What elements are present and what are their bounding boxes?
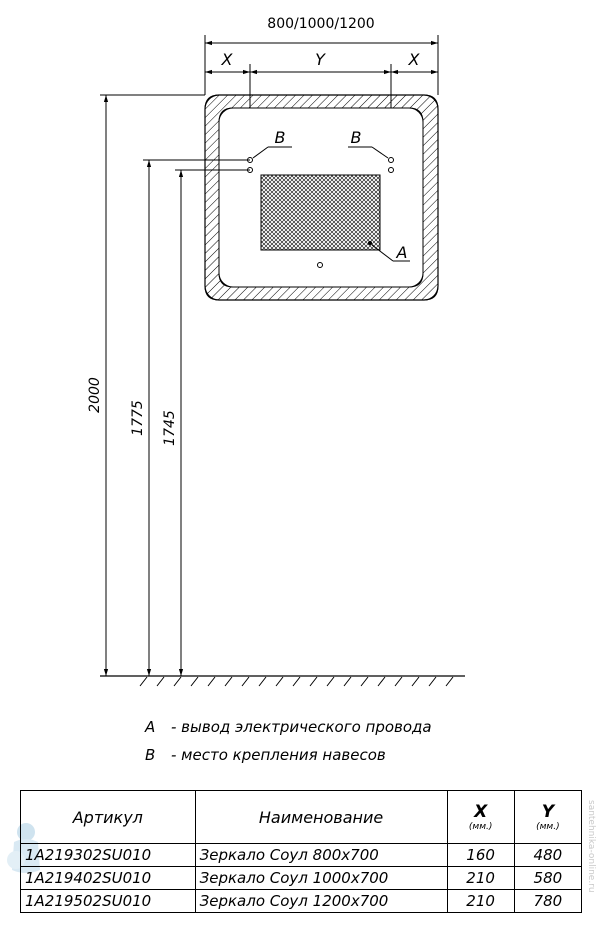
header-x [447, 791, 514, 844]
cell-article: 1A219302SU010 [21, 844, 196, 867]
marker-b-left: B [274, 128, 286, 147]
cell-y: 580 [514, 867, 581, 890]
table-row [21, 890, 582, 913]
cell-y: 780 [514, 890, 581, 913]
spec-table [20, 790, 582, 913]
header-name: Наименование [195, 791, 447, 844]
legend-text-a: - вывод электрического провода [171, 718, 432, 736]
cell-name: Зеркало Соул 800х700 [195, 844, 447, 867]
header-y [514, 791, 581, 844]
height-total-label: 2000 [87, 377, 103, 413]
overall-width-label: 800/1000/1200 [267, 16, 375, 32]
height-a-label: 1745 [162, 410, 178, 446]
dim-y-label: Y [315, 50, 325, 69]
header-x-unit: (мм.) [468, 822, 493, 832]
dim-x-left-label: X [221, 50, 233, 69]
legend-item-a [145, 718, 432, 736]
cell-name: Зеркало Соул 1000х700 [195, 867, 447, 890]
table-header-row [21, 791, 582, 844]
mirror-outline [205, 95, 438, 300]
cell-x: 160 [447, 844, 514, 867]
cell-x: 210 [447, 867, 514, 890]
header-y-label: Y [541, 802, 555, 822]
floor-line [100, 676, 465, 686]
cell-article: 1A219402SU010 [21, 867, 196, 890]
legend-text-b: - место крепления навесов [171, 746, 386, 764]
legend-key-b: B [145, 746, 156, 764]
cell-name: Зеркало Соул 1200х700 [195, 890, 447, 913]
legend-key-a: A [145, 718, 156, 736]
header-y-unit: (мм.) [536, 822, 560, 832]
dim-x-right-label: X [408, 50, 420, 69]
watermark: santehnika-online.ru [586, 800, 596, 893]
cell-article: 1A219502SU010 [21, 890, 196, 913]
header-article: Артикул [21, 791, 196, 844]
header-x-label: X [474, 802, 488, 822]
table-row [21, 844, 582, 867]
cell-x: 210 [447, 890, 514, 913]
marker-a: A [396, 243, 408, 262]
table-row [21, 867, 582, 890]
marker-b-right: B [350, 128, 362, 147]
legend-item-b [145, 746, 386, 764]
height-b-label: 1775 [130, 400, 146, 436]
cell-y: 480 [514, 844, 581, 867]
